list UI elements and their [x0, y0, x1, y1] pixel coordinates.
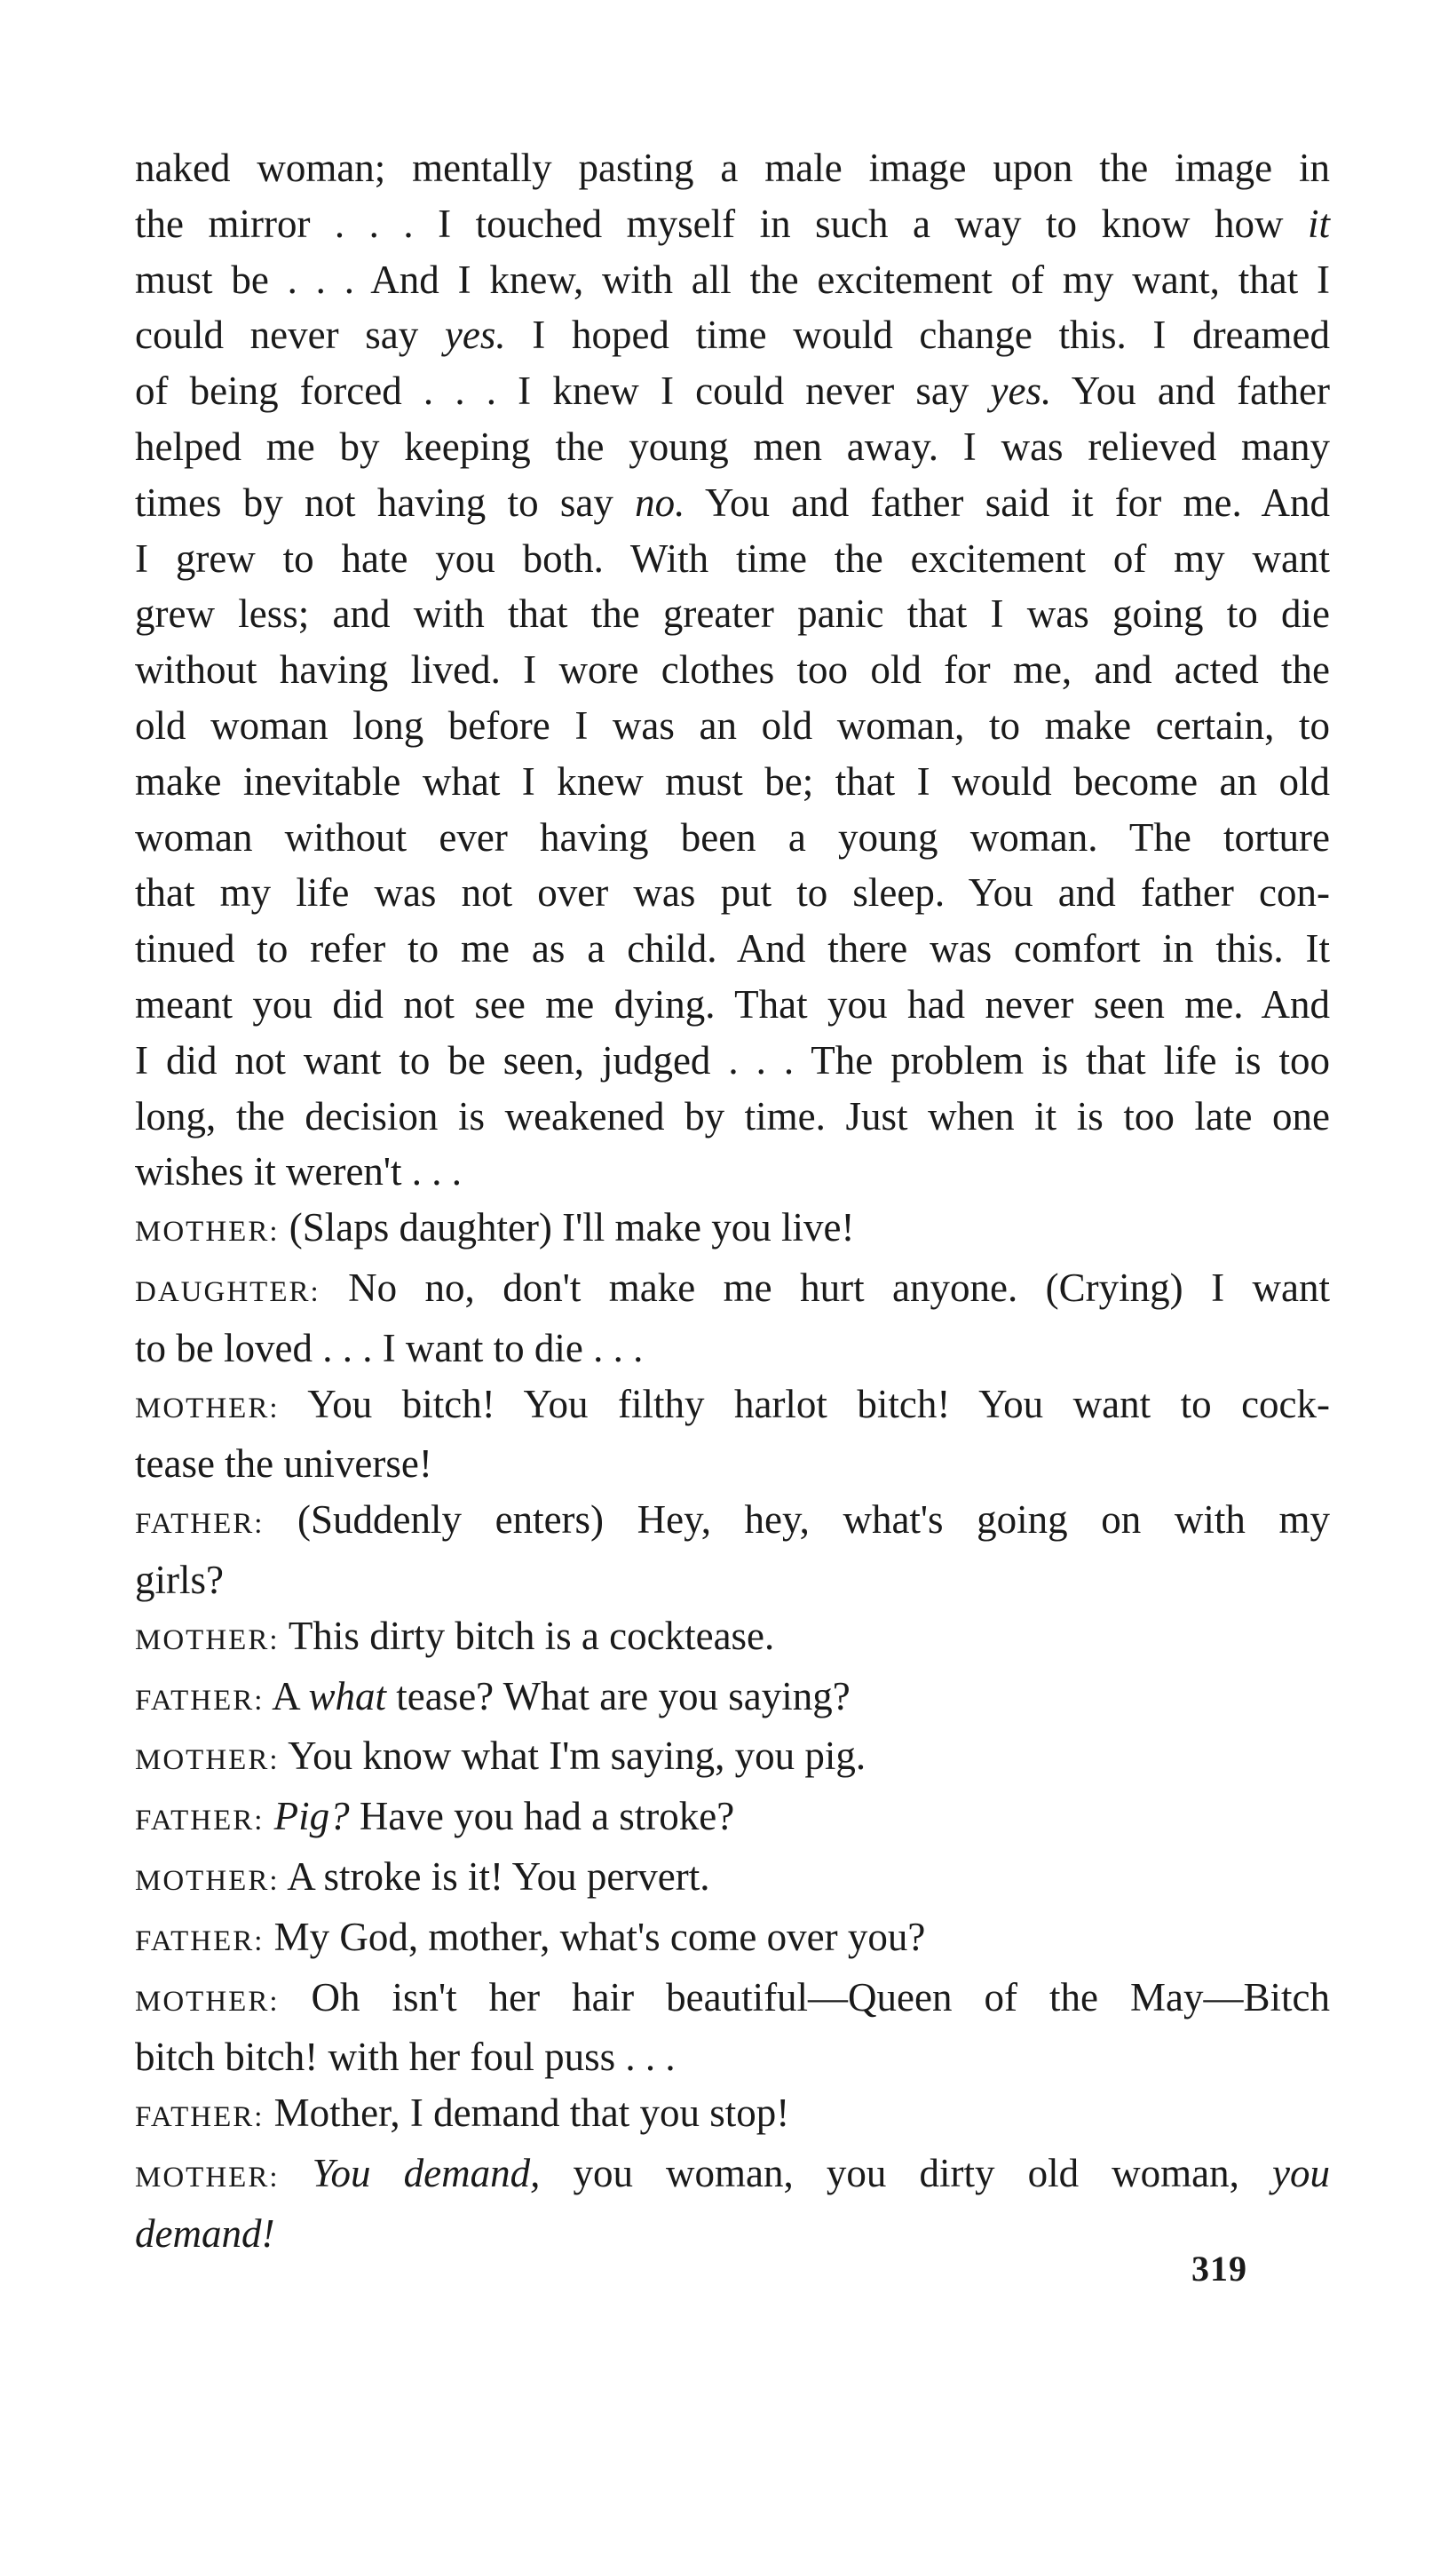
- text-line: I did not want to be seen, judged . . . The problem is that life is too: [135, 1037, 1330, 1083]
- text-line: without having lived. I wore clothes too old for me, and acted the: [135, 647, 1330, 693]
- dialogue-entry: [135, 1909, 1330, 1970]
- speaker-name: FATHER:: [135, 1924, 265, 1957]
- text-line: MOTHER: A stroke is it! You pervert.: [135, 1853, 710, 1899]
- speaker-name: FATHER:: [135, 1805, 265, 1837]
- text-line: times by not having to say no. You and father said it for me. And: [135, 480, 1330, 525]
- text-line: of being forced . . . I knew I could never say yes. You and father: [135, 369, 1331, 414]
- dialogue-entry: [135, 1492, 1330, 1608]
- text-line: MOTHER: You bitch! You filthy harlot bitch! You want to cock-: [135, 1381, 1330, 1426]
- text-line: [135, 2206, 1330, 2262]
- text-line: meant you did not see me dying. That you had never seen me. And: [135, 981, 1330, 1027]
- text-line: helped me by keeping the young men away. I was relieved many: [135, 424, 1330, 469]
- text-line: MOTHER: This dirty bitch is a cocktease.: [135, 1613, 775, 1658]
- text-line: that my life was not over was put to sleep. You and father con-: [135, 870, 1330, 916]
- text-line: FATHER: A what tease? What are you saying?: [135, 1673, 851, 1718]
- text-line: make inevitable what I knew must be; that I would become an old: [135, 758, 1330, 804]
- dialogue-entry: [135, 1669, 1330, 1729]
- speaker-name: MOTHER:: [135, 1623, 280, 1656]
- text-line: DAUGHTER: No no, don't make me hurt anyone. (Crying) I want: [135, 1265, 1330, 1310]
- speaker-name: MOTHER:: [135, 2161, 280, 2194]
- text-line: FATHER: Mother, I demand that you stop!: [135, 2091, 790, 2136]
- text-line: MOTHER: (Slaps daughter) I'll make you live!: [135, 1205, 855, 1250]
- dialogue-block: [135, 1200, 1330, 2261]
- italic-run: you: [1272, 2150, 1330, 2195]
- speaker-name: FATHER:: [135, 1508, 265, 1541]
- text-line: could never say yes. I hoped time would change this. I dreamed: [135, 313, 1330, 358]
- speaker-name: MOTHER:: [135, 1744, 280, 1777]
- text-line: MOTHER: You know what I'm saying, you pig.: [135, 1734, 866, 1779]
- speaker-name: MOTHER:: [135, 1864, 280, 1897]
- dialogue-entry: [135, 1728, 1330, 1789]
- italic-run: what: [308, 1673, 386, 1718]
- page-body: [135, 140, 1330, 2261]
- text-line: MOTHER: You demand, you woman, you dirty old woman, you: [135, 2150, 1330, 2195]
- speaker-name: MOTHER:: [135, 1216, 280, 1249]
- dialogue-entry: [135, 1260, 1330, 1377]
- dialogue-entry: [135, 1200, 1330, 1260]
- text-line: FATHER: My God, mother, what's come over you?: [135, 1914, 926, 1959]
- dialogue-entry: [135, 2146, 1330, 2262]
- text-line: FATHER: Pig? Have you had a stroke?: [135, 1794, 735, 1839]
- text-line: FATHER: (Suddenly enters) Hey, hey, what's going on with my: [135, 1497, 1330, 1543]
- text-line: naked woman; mentally pasting a male image upon the image in: [135, 146, 1330, 190]
- dialogue-entry: [135, 2085, 1330, 2146]
- text-line: old woman long before I was an old woman, to make certain, to: [135, 702, 1330, 748]
- text-line: the mirror . . . I touched myself in such a way to know how it: [135, 201, 1330, 246]
- speaker-name: MOTHER:: [135, 1392, 280, 1424]
- speaker-name: MOTHER:: [135, 1985, 280, 2018]
- italic-run: no.: [635, 480, 685, 525]
- dialogue-entry: [135, 1970, 1330, 2086]
- dialogue-entry: [135, 1608, 1330, 1669]
- dialogue-entry: [135, 1789, 1330, 1849]
- text-line: woman without ever having been a young woman. The torture: [135, 814, 1330, 860]
- speaker-name: DAUGHTER:: [135, 1275, 320, 1308]
- text-line: must be . . . And I knew, with all the excitement of my want, that I: [135, 257, 1330, 302]
- speaker-name: FATHER:: [135, 2101, 265, 2134]
- italic-run: yes.: [990, 369, 1052, 414]
- text-line: I grew to hate you both. With time the excitement of my want: [135, 536, 1330, 581]
- text-line: grew less; and with that the greater panic that I was going to die: [135, 591, 1330, 637]
- text-line: wishes it weren't . . .: [135, 1149, 463, 1194]
- italic-run: yes.: [444, 313, 506, 358]
- italic-run: it: [1307, 201, 1330, 246]
- italic-run: You demand,: [312, 2150, 541, 2195]
- dialogue-entry: [135, 1377, 1330, 1493]
- italic-run: demand!: [135, 2210, 275, 2256]
- text-line: to be loved . . . I want to die . . .: [135, 1325, 644, 1370]
- italic-run: Pig?: [273, 1794, 350, 1839]
- text-line: long, the decision is weakened by time. Just when it is too late one: [135, 1093, 1330, 1139]
- speaker-name: FATHER:: [135, 1684, 265, 1717]
- text-line: tease the universe!: [135, 1441, 432, 1487]
- text-line: girls?: [135, 1557, 224, 1602]
- text-line: bitch bitch! with her foul puss . . .: [135, 2035, 676, 2080]
- text-line: tinued to refer to me as a child. And there was comfort in this. It: [135, 926, 1330, 972]
- text-line: MOTHER: Oh isn't her hair beautiful—Queen of the May—Bitch: [135, 1974, 1330, 2019]
- narrative-paragraph: [135, 140, 1330, 1200]
- dialogue-entry: [135, 1849, 1330, 1909]
- page-number: 319: [1191, 2249, 1247, 2289]
